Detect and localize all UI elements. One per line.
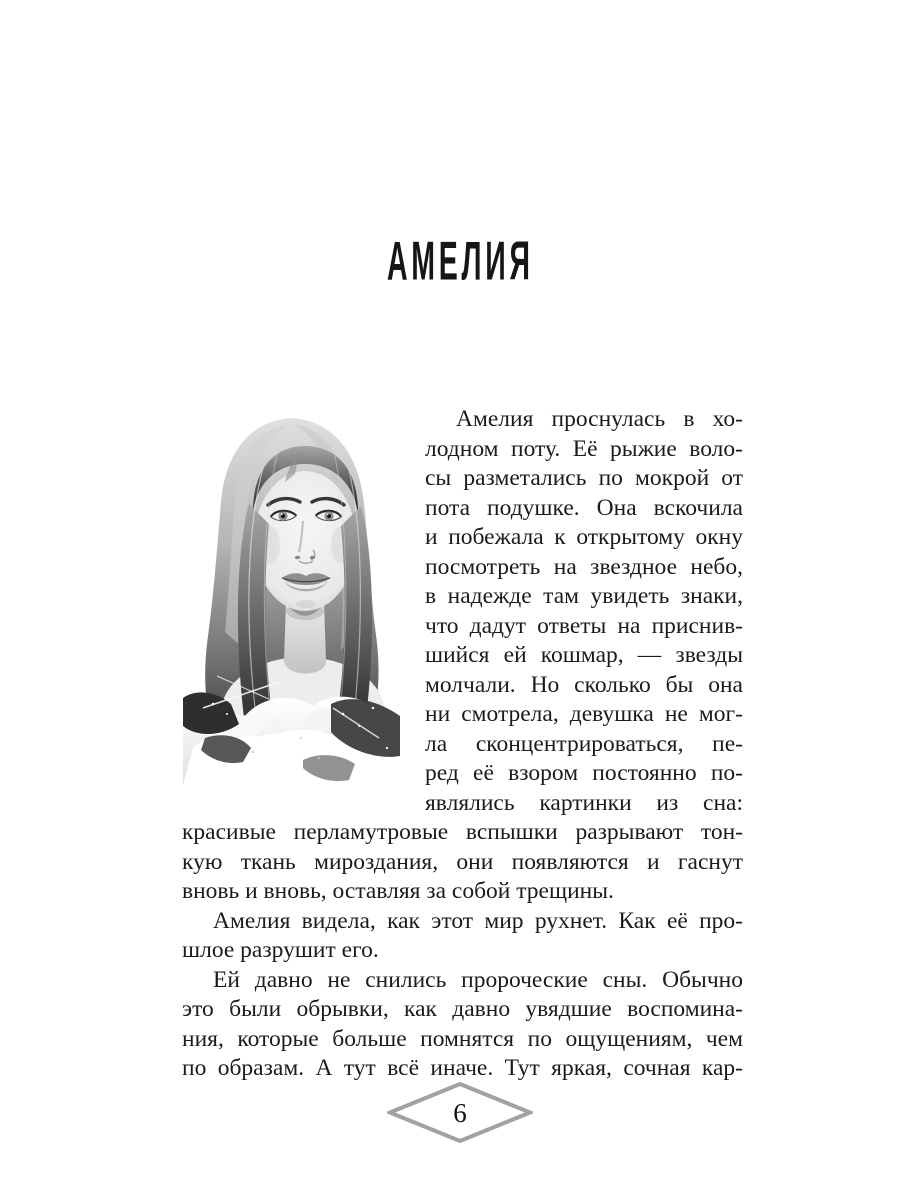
body-text-full-width <box>182 818 743 1084</box>
text-line: молчали. Но сколько бы она <box>425 671 743 698</box>
text-line: Ей давно не снились пророческие сны. Обычно <box>213 966 743 993</box>
text-line: что дадут ответы на приснив- <box>425 612 743 639</box>
page-number-ornament <box>387 1082 533 1143</box>
text-line: это были обрывки, как давно увядшие воспомина- <box>182 996 743 1022</box>
text-line: Амелия видела, как этот мир рухнет. Как её про- <box>213 907 743 934</box>
text-line: лодном поту. Её рыжие воло- <box>425 435 743 462</box>
text-line: кую ткань мироздания, они появляются и гаснут <box>182 848 743 875</box>
chapter-title: АМЕЛИЯ <box>386 230 534 292</box>
text-line: посмотреть на звездное небо, <box>425 553 743 580</box>
text-line: ния, которые больше помнятся по ощущениям, чем <box>182 1025 743 1052</box>
text-line: и побежала к открытому окну <box>425 524 743 550</box>
text-line: сы разметались по мокрой от <box>425 465 743 491</box>
text-line: красивые перламутровые вспышки разрывают тон- <box>182 819 743 845</box>
text-line: в надежде там увидеть знаки, <box>425 583 743 609</box>
amelia-portrait-illustration <box>183 408 400 785</box>
text-line: ни смотрела, девушка не мог- <box>425 701 743 727</box>
text-line: вновь и вновь, оставляя за собой трещины. <box>182 878 614 904</box>
chapter-title-wrap <box>0 229 900 292</box>
body-text-column <box>425 405 743 818</box>
portrait-image <box>183 408 400 785</box>
text-line: ред её взором постоянно по- <box>425 760 743 786</box>
text-line: ла сконцентрироваться, пе- <box>425 730 743 757</box>
text-line: шийся ей кошмар, — звезды <box>425 642 743 668</box>
text-line: пота подушке. Она вскочила <box>425 494 743 521</box>
text-line: Амелия проснулась в хо- <box>456 406 743 432</box>
text-line: шлое разрушит его. <box>182 937 379 963</box>
page-number: 6 <box>453 1098 467 1128</box>
text-line: являлись картинки из сна: <box>425 789 743 816</box>
text-line: по образам. А тут всё иначе. Тут яркая, сочная кар- <box>182 1055 743 1081</box>
